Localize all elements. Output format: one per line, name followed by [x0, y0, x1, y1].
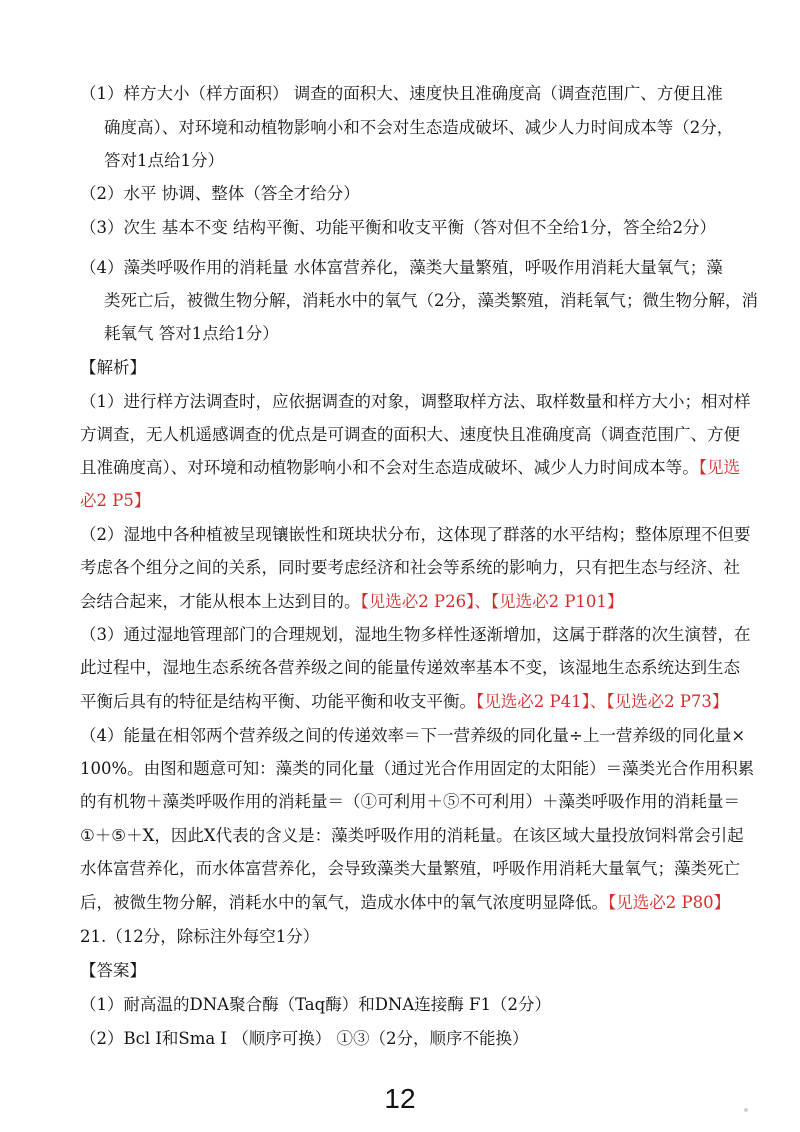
question-header: 21.（12分，除标注外每空1分）: [80, 927, 320, 946]
text-line: 水体富营养化，而水体富营养化，会导致藻类大量繁殖，呼吸作用消耗大量氧气；藻类死亡: [80, 859, 740, 878]
scan-speck: [744, 1108, 748, 1112]
text-line: 会结合起来，才能从根本上达到目的。【见选必2 P26】、【见选必2 P101】: [80, 592, 624, 611]
text-line: 考虑各个组分之间的关系，同时要考虑经济和社会等系统的影响力，只有把生态与经济、社: [80, 558, 740, 577]
text-line: 答对1点给1分）: [104, 151, 224, 170]
text-line: 确度高）、对环境和动植物影响小和不会对生态造成破坏、减少人力时间成本等（2分，: [104, 118, 734, 137]
text-line: （1）样方大小（样方面积） 调查的面积大、速度快且准确度高（调查范围广、方便且准: [80, 84, 723, 103]
text-line: 100%。由图和题意可知：藻类的同化量（通过光合作用固定的太阳能）＝藻类光合作用积累: [80, 759, 755, 778]
textbook-reference: 【见选必2 P41】、【见选必2 P73】: [476, 692, 729, 711]
text-line: （3）次生 基本不变 结构平衡、功能平衡和收支平衡（答对但不全给1分，答全给2分）: [80, 218, 716, 237]
text-line: （2）Bcl Ⅰ和Sma Ⅰ （顺序可换） ①③（2分，顺序不能换）: [80, 1029, 529, 1048]
text-line: （1）耐高温的DNA聚合酶（Taq酶）和DNA连接酶 F1（2分）: [80, 995, 551, 1014]
text-line: ①＋⑤＋X，因此X代表的含义是：藻类呼吸作用的消耗量。在该区域大量投放饲料常会引起: [80, 826, 744, 845]
section-heading: 【答案】: [80, 961, 146, 980]
page-number: 12: [384, 1083, 416, 1114]
text-line: 此过程中，湿地生态系统各营养级之间的能量传递效率基本不变，该湿地生态系统达到生态: [80, 658, 740, 677]
section-heading: 【解析】: [80, 358, 146, 377]
text-line: 类死亡后，被微生物分解，消耗水中的氧气（2分，藻类繁殖，消耗氧气；微生物分解，消: [104, 291, 758, 310]
text-line: （1）进行样方法调查时，应依据调查的对象，调整取样方法、取样数量和样方大小；相对样: [80, 392, 751, 411]
text-line: （2）水平 协调、整体（答全才给分）: [80, 184, 360, 203]
text-line: （4）能量在相邻两个营养级之间的传递效率＝下一营养级的同化量÷上一营养级的同化量×: [80, 726, 746, 745]
textbook-reference: 必2 P5】: [80, 491, 151, 510]
text-line: [80, 491, 150, 511]
text-line: 且准确度高）、对环境和动植物影响小和不会对生态造成破坏、减少人力时间成本等。【见选: [80, 458, 740, 477]
text-line: （4）藻类呼吸作用的消耗量 水体富营养化，藻类大量繁殖，呼吸作用消耗大量氧气；藻: [80, 258, 723, 277]
text-line: （2）湿地中各种植被呈现镶嵌性和斑块状分布，这体现了群落的水平结构；整体原理不但要: [80, 525, 751, 544]
text-line: （3）通过湿地管理部门的合理规划，湿地生物多样性逐渐增加，这属于群落的次生演替，在: [80, 625, 751, 644]
text-line: 耗氧气 答对1点给1分）: [104, 324, 279, 343]
textbook-reference: 【见选必2 P80】: [608, 893, 731, 912]
textbook-reference: 【见选必2 P26】、【见选必2 P101】: [360, 592, 624, 611]
textbook-reference: 【见选: [698, 458, 740, 477]
text-line: 的有机物＋藻类呼吸作用的消耗量＝（①可利用＋⑤不可利用）＋藻类呼吸作用的消耗量＝: [80, 792, 740, 811]
text-line: 方调查，无人机遥感调查的优点是可调查的面积大、速度快且准确度高（调查范围广、方便: [80, 425, 740, 444]
text-line: 平衡后具有的特征是结构平衡、功能平衡和收支平衡。【见选必2 P41】、【见选必2 P73】: [80, 692, 729, 711]
text-line: 后，被微生物分解，消耗水中的氧气，造成水体中的氧气浓度明显降低。【见选必2 P80】: [80, 893, 731, 912]
